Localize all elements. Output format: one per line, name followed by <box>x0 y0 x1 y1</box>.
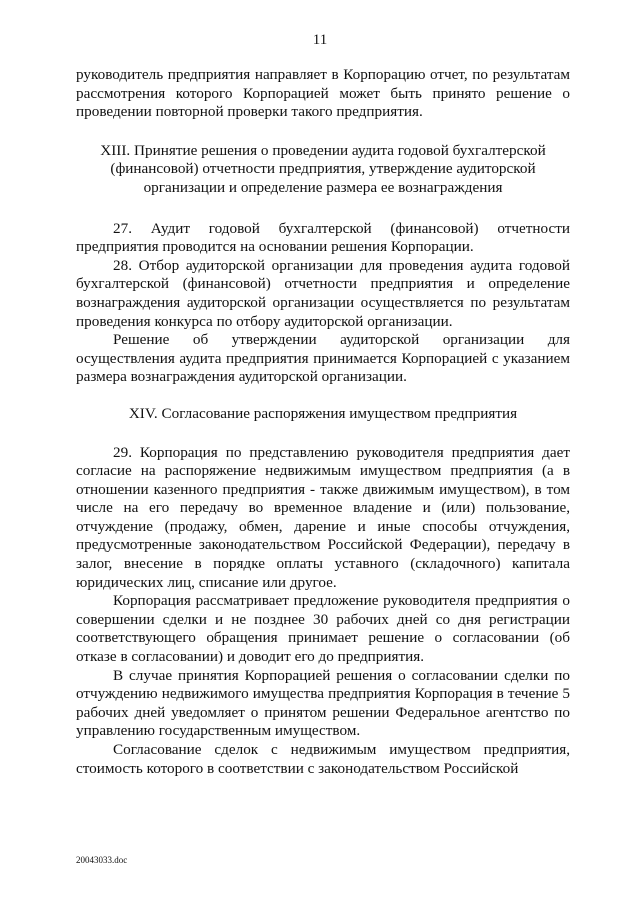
paragraph-29: 29. Корпорация по представлению руководителя предприятия дает согласие на распоряжение недвижимым имуществом предприятия (а в отношении казенного предприятия - также движимым имуществом), в том числе на его передачу во временное владение и (или) пользование, отчуждение (продажу, обмен, дарение и иные способы отчуждения, предусмотренные законодательством Российской Федерации), передачу в залог, внесение в порядке оплаты уставного (складочного) капитала юридических лиц, списание или другое. <box>76 443 570 591</box>
paragraph-29-review: Корпорация рассматривает предложение руководителя предприятия о совершении сделки и не позднее 30 рабочих дней со дня регистрации соответствующего обращения принимает решение о согласовании (об отказе в согласовании) и доводит его до предприятия. <box>76 592 570 666</box>
paragraph-29-notification: В случае принятия Корпорацией решения о согласовании сделки по отчуждению недвижимого имущества предприятия Корпорация в течение 5 рабочих дней уведомляет о принятом решении Федеральное агентство по управлению государственным имуществом. <box>76 666 570 740</box>
paragraph-28-decision: Решение об утверждении аудиторской организации для осуществления аудита предприятия принимается Корпорацией с указанием размера вознаграждения аудиторской организации. <box>76 331 570 386</box>
document-body <box>76 66 570 778</box>
continuation-paragraph: руководитель предприятия направляет в Корпорацию отчет, по результатам рассмотрения которого Корпорацией может быть принято решение о проведении повторной проверки такого предприятия. <box>76 66 570 121</box>
paragraph-28: 28. Отбор аудиторской организации для проведения аудита годовой бухгалтерской (финансовой) отчетности предприятия и определение вознаграждения аудиторской организации осуществляется по результатам проведения конкурса по отбору аудиторской организации. <box>76 256 570 330</box>
paragraph-29-approval: Согласование сделок с недвижимым имуществом предприятия, стоимость которого в соответствии с законодательством Российской <box>76 741 570 777</box>
paragraph-27: 27. Аудит годовой бухгалтерской (финансовой) отчетности предприятия проводится на основании решения Корпорации. <box>76 219 570 256</box>
section-13-heading: XIII. Принятие решения о проведении аудита годовой бухгалтерской (финансовой) отчетности предприятия, утверждение аудиторской организации и определение размера ее вознаграждения <box>100 141 546 196</box>
footer-file-name: 20043033.doc <box>76 855 128 865</box>
section-14-heading: XIV. Согласование распоряжения имуществом предприятия <box>128 404 518 422</box>
page-number: 11 <box>312 32 328 48</box>
